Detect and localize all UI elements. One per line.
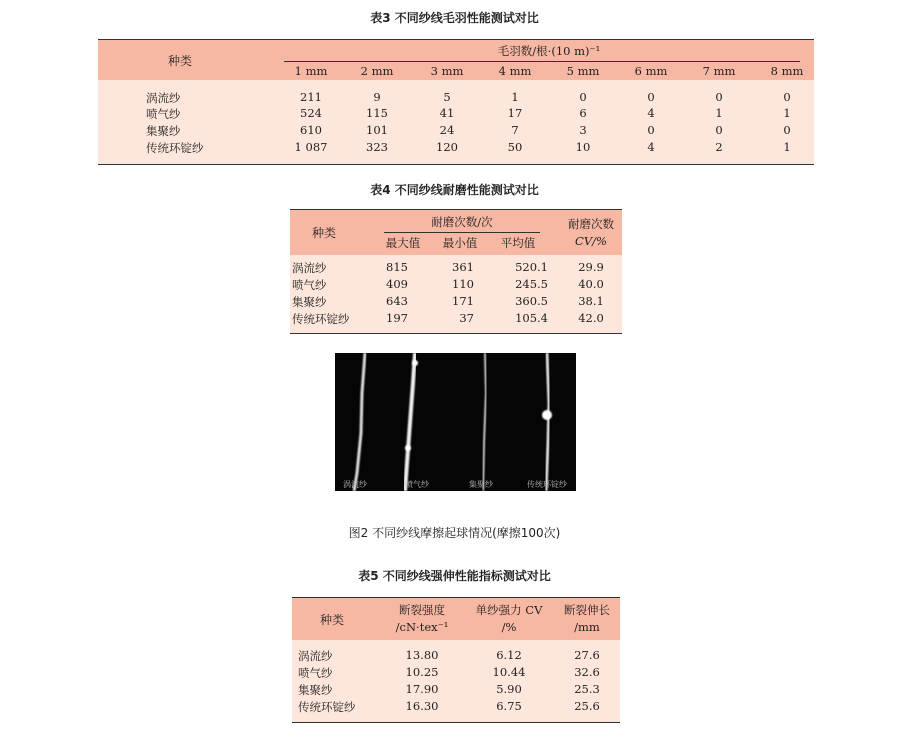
table-cell: 7 xyxy=(511,123,519,137)
table-cell: 41 xyxy=(439,106,455,120)
table-cell: 9 xyxy=(373,90,381,104)
table-cell: 25.6 xyxy=(574,699,600,713)
table-cell: 4 xyxy=(647,106,655,120)
header-strength: 断裂强度 xyxy=(399,603,445,617)
table-cell: 1 xyxy=(715,106,723,120)
column-header: 4 mm xyxy=(498,64,532,78)
row-label: 集聚纱 xyxy=(298,683,333,697)
header-divider xyxy=(384,232,540,233)
table-cell: 10.25 xyxy=(405,665,439,679)
row-label: 集聚纱 xyxy=(146,124,181,138)
group-header: 耐磨次数/次 xyxy=(431,215,493,229)
table-cell: 32.6 xyxy=(574,665,600,679)
table-cell: 29.9 xyxy=(578,260,604,274)
table-cell: 211 xyxy=(300,90,322,104)
table-cell: 360.5 xyxy=(515,294,548,308)
table-cell: 0 xyxy=(579,90,587,104)
table-cell: 16.30 xyxy=(405,699,439,713)
table-cell: 105.4 xyxy=(515,311,548,325)
row-label: 涡流纱 xyxy=(298,649,333,663)
abrasion-table xyxy=(290,209,622,334)
table-cell: 524 xyxy=(300,106,322,120)
table-cell: 10 xyxy=(575,140,591,154)
unit-strength: /cN·tex⁻¹ xyxy=(395,620,449,634)
tensile-table xyxy=(292,597,620,723)
table-cell: 0 xyxy=(647,90,655,104)
table-cell: 5 xyxy=(443,90,451,104)
table-cell: 2 xyxy=(715,140,723,154)
table-cell: 115 xyxy=(366,106,388,120)
row-label: 传统环锭纱 xyxy=(292,312,350,326)
table-cell: 120 xyxy=(436,140,458,154)
row-label: 集聚纱 xyxy=(292,295,327,309)
table-cell: 50 xyxy=(507,140,523,154)
column-header: 1 mm xyxy=(294,64,328,78)
table-cell: 361 xyxy=(452,260,474,274)
table5-caption: 表5 不同纱线强伸性能指标测试对比 xyxy=(358,569,551,583)
header-cv: 单纱强力 CV xyxy=(475,603,543,617)
row-label: 传统环锭纱 xyxy=(298,700,356,714)
type-header: 种类 xyxy=(168,54,193,68)
table-cell: 38.1 xyxy=(578,294,604,308)
table-cell: 101 xyxy=(366,123,388,137)
column-header: 8 mm xyxy=(770,64,804,78)
type-header: 种类 xyxy=(312,226,337,240)
row-label: 喷气纱 xyxy=(146,107,181,121)
type-header: 种类 xyxy=(320,613,345,627)
table-cell: 6 xyxy=(579,106,587,120)
table-cell: 245.5 xyxy=(515,277,548,291)
yarn-strands-image xyxy=(335,353,576,491)
row-label: 喷气纱 xyxy=(292,278,327,292)
table-cell: 37 xyxy=(459,311,474,325)
sub-header-avg: 平均值 xyxy=(500,236,536,250)
cv-header-unit: CV/% xyxy=(575,234,607,248)
table-cell: 171 xyxy=(452,294,474,308)
table-cell: 17 xyxy=(507,106,523,120)
table-cell: 0 xyxy=(783,90,791,104)
column-header: 5 mm xyxy=(566,64,600,78)
table-cell: 25.3 xyxy=(574,682,600,696)
table-cell: 27.6 xyxy=(574,648,600,662)
table-cell: 643 xyxy=(386,294,408,308)
header-elongation: 断裂伸长 xyxy=(564,603,610,617)
table-cell: 0 xyxy=(715,123,723,137)
table-cell: 110 xyxy=(452,277,474,291)
label-compact: 集聚纱 xyxy=(469,480,493,489)
table-cell: 17.90 xyxy=(405,682,439,696)
table-cell: 40.0 xyxy=(578,277,604,291)
cv-header: 耐磨次数 xyxy=(568,217,614,231)
table-cell: 6.12 xyxy=(496,648,522,662)
row-label: 喷气纱 xyxy=(298,666,333,680)
table-cell: 4 xyxy=(647,140,655,154)
unit-elongation: /mm xyxy=(574,620,600,634)
pilling-photo xyxy=(335,353,576,491)
column-header: 3 mm xyxy=(430,64,464,78)
table-cell: 3 xyxy=(579,123,587,137)
table-cell: 409 xyxy=(386,277,408,291)
table-cell: 197 xyxy=(386,311,408,325)
table-cell: 323 xyxy=(366,140,388,154)
sub-header-max: 最大值 xyxy=(385,236,421,250)
row-label: 涡流纱 xyxy=(292,261,327,275)
row-label: 传统环锭纱 xyxy=(146,141,204,155)
group-header: 毛羽数/根·(10 m)⁻¹ xyxy=(497,44,601,58)
label-vortex: 涡流纱 xyxy=(343,480,367,489)
table4-caption: 表4 不同纱线耐磨性能测试对比 xyxy=(370,183,539,197)
table-cell: 10.44 xyxy=(492,665,526,679)
row-label: 涡流纱 xyxy=(146,91,181,105)
label-ring: 传统环锭纱 xyxy=(527,480,567,489)
table-cell: 13.80 xyxy=(405,648,439,662)
table-cell: 610 xyxy=(300,123,322,137)
column-header: 7 mm xyxy=(702,64,736,78)
hairiness-table xyxy=(98,39,814,165)
column-header: 6 mm xyxy=(634,64,668,78)
table3-caption: 表3 不同纱线毛羽性能测试对比 xyxy=(370,11,539,25)
table-cell: 0 xyxy=(715,90,723,104)
table-cell: 5.90 xyxy=(496,682,522,696)
sub-header-min: 最小值 xyxy=(442,236,478,250)
table-cell: 0 xyxy=(647,123,655,137)
table-cell: 1 087 xyxy=(294,140,328,154)
unit-cv: /% xyxy=(501,620,517,634)
table-cell: 520.1 xyxy=(515,260,548,274)
table-cell: 1 xyxy=(511,90,519,104)
table-cell: 24 xyxy=(439,123,455,137)
figure2-caption: 图2 不同纱线摩擦起球情况(摩擦100次) xyxy=(348,526,561,540)
table-cell: 1 xyxy=(783,106,791,120)
table-cell: 815 xyxy=(386,260,408,274)
table-cell: 6.75 xyxy=(496,699,522,713)
header-divider xyxy=(284,61,800,62)
label-airjet: 喷气纱 xyxy=(405,480,429,489)
table-cell: 42.0 xyxy=(578,311,604,325)
table-cell: 1 xyxy=(783,140,791,154)
table-cell: 0 xyxy=(783,123,791,137)
column-header: 2 mm xyxy=(360,64,394,78)
